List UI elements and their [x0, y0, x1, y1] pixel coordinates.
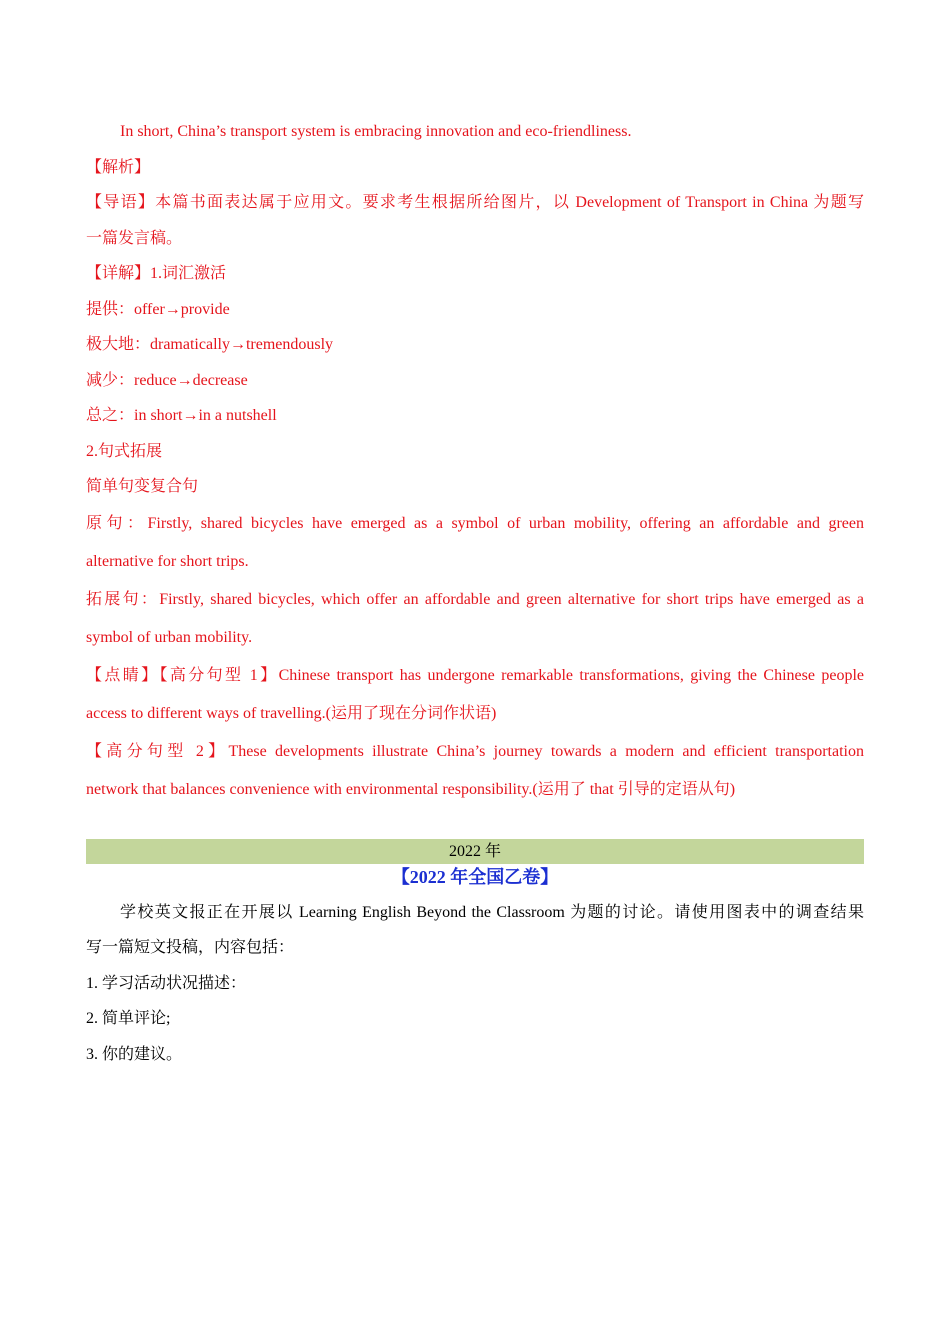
highlight-pattern-1-line-2: access to different ways of travelling.(运用了现在分词作状语) [86, 704, 497, 722]
expanded-sentence-line-2: symbol of urban mobility. [86, 628, 253, 646]
guide-paragraph-line-1: 【导语】本篇书面表达属于应用文。要求考生根据所给图片，以 Development of Transport in China 为题写 [86, 194, 864, 211]
sentence-expansion-heading: 2.句式拓展 [86, 442, 163, 460]
guide-paragraph-line-2: 一篇发言稿。 [86, 229, 183, 247]
requirement-item: 2. 简单评论; [86, 1010, 171, 1027]
detail-heading: 【详解】1.词汇激活 [86, 265, 227, 282]
exam-title: 【2022 年全国乙卷】 [391, 866, 559, 887]
prompt-line-1: 学校英文报正在开展以 Learning English Beyond the Classroom 为题的讨论。请使用图表中的调查结果 [120, 903, 864, 921]
vocab-item: 极大地：dramatically→tremendously [86, 336, 334, 353]
summary-sentence: In short, China’s transport system is embracing innovation and eco-friendliness. [120, 123, 632, 140]
vocab-item: 提供：offer→provide [86, 300, 230, 318]
sentence-expansion-subheading: 简单句变复合句 [86, 478, 199, 495]
vocab-item: 减少：reduce→decrease [86, 371, 248, 389]
vocab-item: 总之：in short→in a nutshell [86, 407, 277, 424]
original-sentence-line-2: alternative for short trips. [86, 552, 249, 570]
expanded-sentence-line-1: 拓展句：Firstly, shared bicycles, which offer an affordable and green alternative for short trips have emerged as a [86, 590, 864, 608]
requirement-item: 3. 你的建议。 [86, 1045, 183, 1063]
original-sentence-line-1: 原句：Firstly, shared bicycles have emerged as a symbol of urban mobility, offering an affordable and green [86, 514, 864, 532]
highlight-pattern-2-line-1: 【高分句型 2】These developments illustrate China’s journey towards a modern and efficient transportation [86, 742, 864, 760]
year-section-bar: 2022 年 [86, 839, 864, 864]
requirement-item: 1. 学习活动状况描述： [86, 974, 247, 992]
document-content [86, 114, 864, 1072]
prompt-line-2: 写一篇短文投稿，内容包括： [86, 939, 295, 956]
highlight-pattern-2-line-2: network that balances convenience with environmental responsibility.(运用了 that 引导的定语从句) [86, 780, 736, 798]
highlight-pattern-1-line-1: 【点睛】【高分句型 1】Chinese transport has undergone remarkable transformations, giving the Chinese people [86, 666, 864, 684]
analysis-heading: 【解析】 [86, 158, 151, 176]
